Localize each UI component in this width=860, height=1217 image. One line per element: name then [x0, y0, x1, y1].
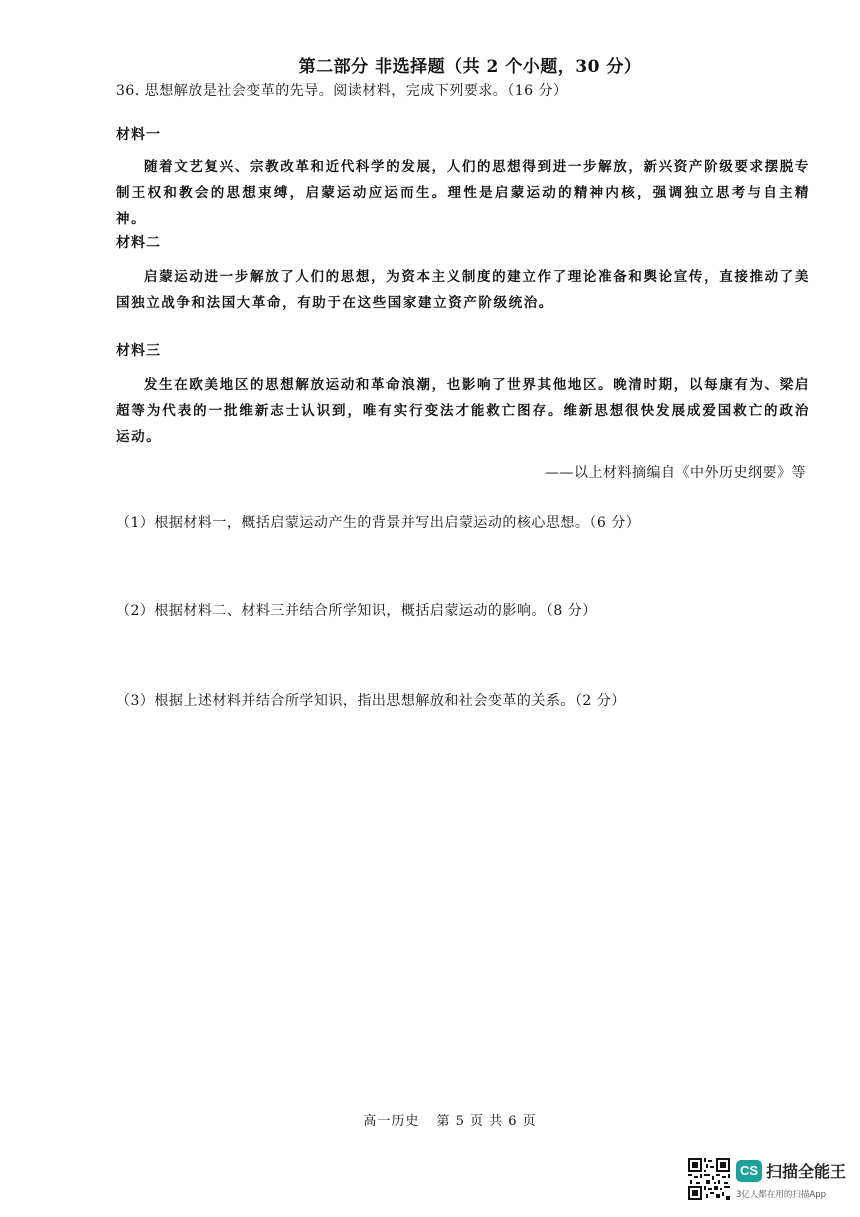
section-title: 第二部分 非选择题（共 2 个小题，30 分） — [298, 57, 642, 77]
material-1-text: 随着文艺复兴、宗教改革和近代科学的发展，人们的思想得到进一步解放，新兴资产阶级要求摆脱专制王权和教会的思想束缚，启蒙运动应运而生。理性是启蒙运动的精神内核，强调独立思考与自主精神。 — [116, 159, 810, 227]
material-2-heading: 材料二 — [116, 235, 161, 251]
material-3-heading: 材料三 — [116, 343, 161, 359]
qr-code-icon — [688, 1158, 730, 1200]
material-1-heading: 材料一 — [116, 127, 161, 143]
page-footer — [20, 1110, 860, 1129]
sub-question-2: （2）根据材料二、材料三并结合所学知识，概括启蒙运动的影响。（8 分） — [116, 603, 597, 619]
material-3-text: 发生在欧美地区的思想解放运动和革命浪潮，也影响了世界其他地区。晚清时期，以每康有为、梁启超等为代表的一批维新志士认识到，唯有实行变法才能救亡图存。维新思想很快发展成爱国救亡的政治运动。 — [116, 377, 810, 445]
footer-page-number: 第 5 页 共 6 页 — [436, 1114, 537, 1129]
scanner-tagline: 3亿人都在用的扫描App — [736, 1190, 827, 1200]
cs-logo-icon: CS — [736, 1160, 762, 1182]
footer-subject: 高一历史 — [363, 1114, 420, 1129]
scanner-app-name: 扫描全能王 — [766, 1162, 847, 1181]
question-intro: 36. 思想解放是社会变革的先导。阅读材料，完成下列要求。（16 分） — [116, 83, 568, 99]
sub-question-3: （3）根据上述材料并结合所学知识，指出思想解放和社会变革的关系。（2 分） — [116, 693, 626, 709]
scanner-watermark — [688, 1158, 848, 1206]
sub-question-1: （1）根据材料一，概括启蒙运动产生的背景并写出启蒙运动的核心思想。（6 分） — [116, 515, 641, 531]
material-source: ——以上材料摘编自《中外历史纲要》等 — [545, 465, 806, 481]
material-2-text: 启蒙运动进一步解放了人们的思想，为资本主义制度的建立作了理论准备和舆论宣传，直接推动了美国独立战争和法国大革命，有助于在这些国家建立资产阶级统治。 — [116, 269, 810, 311]
